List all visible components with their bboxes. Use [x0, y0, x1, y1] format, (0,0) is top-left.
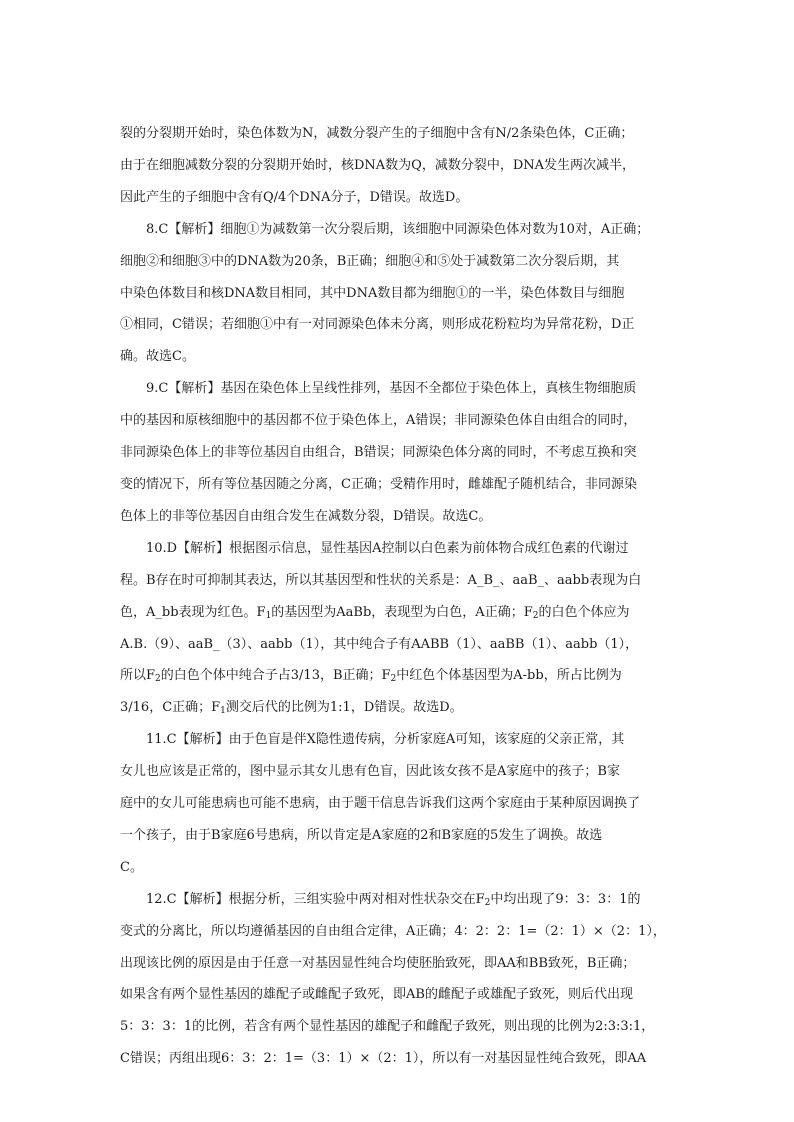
text-line: 3/16，C正确；$F_1$测交后代的比例为1:1，D错误。故选D。	[120, 700, 463, 717]
q9-first-line: 9.C【解析】基因在染色体上呈线性排列，基因不全都位于染色体上，真核生物细胞质	[146, 381, 637, 397]
text-line: 如果含有两个显性基因的雄配子或雌配子致死，即AB的雌配子或雄配子致死，则后代出现	[120, 987, 633, 1003]
text-line: 色，A_bb表现为红色。$F_1$的基因型为AaBb，表现型为白色，A正确；$F_2$的白色个体应为	[120, 604, 630, 621]
text-line: 所以$F_2$的白色个体中纯合子占3/13，B正确；$F_2$中红色个体基因型为A-bb，所占比例为	[120, 668, 622, 685]
q8-first-line: 8.C【解析】细胞①为减数第一次分裂后期，该细胞中同源染色体对数为10对，A正确；	[146, 221, 650, 237]
text-line: C。	[120, 859, 143, 875]
q11-first-line: 11.C【解析】由于色盲是伴X隐性遗传病，分析家庭A可知，该家庭的父亲正常，其	[146, 732, 625, 748]
text-line: A.B.（9）、aaB_（3）、aabb（1），其中纯合子有AABB（1）、aaBB（1）、aabb（1），	[120, 636, 639, 652]
text-line: 中的基因和原核细胞中的基因都不位于染色体上，A错误；非同源染色体自由组合的同时，	[120, 413, 637, 429]
text-line: 非同源染色体上的非等位基因自由组合，B错误；同源染色体分离的同时，不考虑互换和突	[120, 445, 637, 461]
text-line: 细胞②和细胞③中的DNA数为20条，B正确；细胞④和⑤处于减数第二次分裂后期，其	[120, 253, 620, 269]
text-line: 裂的分裂期开始时，染色体数为N，减数分裂产生的子细胞中含有N/2条染色体，C正确；	[120, 126, 634, 141]
text-line: 程。B存在时可抑制其表达，所以其基因型和性状的关系是：A_B_、aaB_、aabb表现为白	[120, 572, 642, 588]
text-line: 因此产生的子细胞中含有Q/4个DNA分子，D错误。故选D。	[120, 189, 469, 205]
text-line: 女儿也应该是正常的，图中显示其女儿患有色盲，因此该女孩不是A家庭中的孩子；B家	[120, 764, 620, 780]
text-line: 庭中的女儿可能患病也可能不患病，由于题干信息告诉我们这两个家庭由于某种原因调换了	[120, 796, 641, 812]
text-line: 由于在细胞减数分裂的分裂期开始时，核DNA数为Q，减数分裂中，DNA发生两次减半，	[120, 157, 636, 173]
q10-first-line: 10.D【解析】根据图示信息，显性基因A控制以白色素为前体物合成红色素的代谢过	[146, 540, 629, 556]
text-line: 5：3：3：1的比例，若含有两个显性基因的雄配子和雌配子致死，则出现的比例为2:3:3:1，	[120, 1019, 655, 1035]
text-line: 一个孩子，由于B家庭6号患病，所以肯定是A家庭的2和B家庭的5发生了调换。故选	[120, 827, 603, 843]
text-line: 变式的分离比，所以均遵循基因的自由组合定律，A正确；4：2：2：1=（2：1）×（2：1），	[120, 923, 666, 939]
text-line: ①相同，C错误；若细胞①中有一对同源染色体未分离，则形成花粉粒均为异常花粉，D正	[120, 317, 635, 333]
text-line: 确。故选C。	[120, 349, 195, 365]
text-line: 出现该比例的原因是由于任意一对基因显性纯合均使胚胎致死，即AA和BB致死，B正确；	[120, 955, 636, 971]
answer-explanations	[120, 118, 680, 1075]
q12-first-line: 12.C【解析】根据分析，三组实验中两对相对性状杂交在$F_2$中均出现了9：3：3：1的	[146, 891, 641, 908]
text-line: 色体上的非等位基因自由组合发生在减数分裂，D错误。故选C。	[120, 508, 492, 524]
text-line: C错误；丙组出现6：3：2：1=（3：1）×（2：1），所以有一对基因显性纯合致死，即AA	[120, 1051, 647, 1067]
text-line: 中染色体数目和核DNA数目相同，其中DNA数目都为细胞①的一半，染色体数目与细胞	[120, 285, 625, 301]
text-line: 变的情况下，所有等位基因随之分离，C正确；受精作用时，雌雄配子随机结合，非同源染	[120, 476, 637, 492]
